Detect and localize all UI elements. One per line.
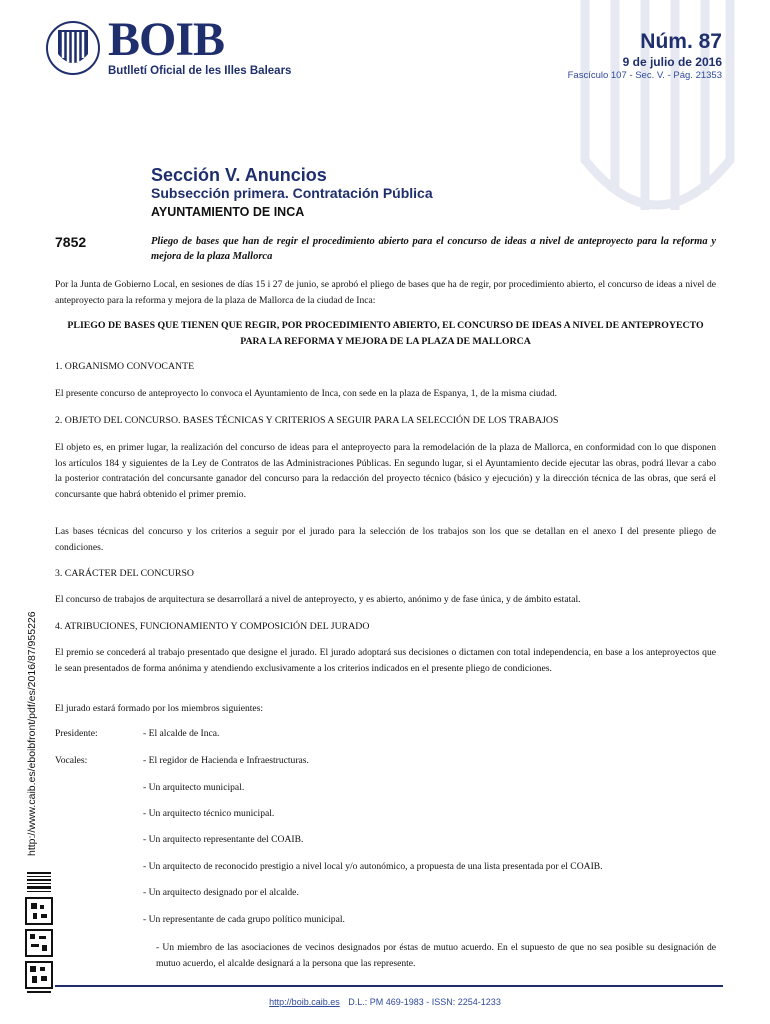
- heading-2: 2. OBJETO DEL CONCURSO. BASES TÉCNICAS Y CRITERIOS A SEGUIR PARA LA SELECCIÓN DE LOS TRABAJOS: [55, 415, 559, 426]
- footer: [0, 997, 770, 1007]
- vocal-item: - Un arquitecto representante del COAIB.: [143, 834, 304, 845]
- footer-legal-text: D.L.: PM 469-1983 - ISSN: 2254-1233: [348, 997, 501, 1007]
- vocales-label: Vocales:: [55, 755, 88, 766]
- footer-divider: [55, 985, 723, 987]
- vocal-item: - Un arquitecto municipal.: [143, 782, 245, 793]
- side-url-link[interactable]: http://www.caib.es/eboibfront/pdf/es/2016/87/955226: [26, 611, 38, 856]
- intro-paragraph: Por la Junta de Gobierno Local, en sesiones de días 15 i 27 de junio, se aprobó el pliego de bases que ha de regir, por procedimiento abierto, el concurso de ideas a nivel de anteproyecto para la reforma y mejora de la plaza de Mallorca de la ciudad de Inca:: [55, 279, 716, 306]
- president-item: - El alcalde de Inca.: [143, 728, 220, 739]
- section-title: Sección V. Anuncios: [151, 165, 327, 185]
- heading-3: 3. CARÁCTER DEL CONCURSO: [55, 568, 194, 579]
- paragraph-4a: El premio se concederá al trabajo presentado que designe el jurado. El jurado adoptará sus decisiones o dictamen con total independencia, en base a los anteproyectos que le sean presentados de forma anónima y atendiendo exclusivamente a los criterios indicados en el presente pliego de condiciones.: [55, 647, 716, 674]
- section-entity: AYUNTAMIENTO DE INCA: [151, 205, 305, 219]
- footer-link[interactable]: http://boib.caib.es: [269, 997, 340, 1007]
- president-label: Presidente:: [55, 728, 98, 739]
- logo-wordmark: BOIB: [108, 13, 225, 66]
- fascicle-info: Fascículo 107 - Sec. V. - Pág. 21353: [567, 70, 722, 81]
- vocal-item: - Un arquitecto designado por el alcalde.: [143, 887, 299, 898]
- main-heading: PLIEGO DE BASES QUE TIENEN QUE REGIR, POR PROCEDIMIENTO ABIERTO, EL CONCURSO DE IDEAS A NIVEL DE ANTEPROYECTO PARA LA REFORMA Y MEJORA DE LA PLAZA DE MALLORCA: [67, 320, 704, 347]
- issue-number: Núm. 87: [640, 30, 722, 53]
- paragraph-1: El presente concurso de anteproyecto lo convoca el Ayuntamiento de Inca, con sede en la plaza de Espanya, 1, de la misma ciudad.: [55, 388, 558, 399]
- heading-4: 4. ATRIBUCIONES, FUNCIONAMIENTO Y COMPOSICIÓN DEL JURADO: [55, 621, 370, 632]
- qr-barcode-icon: [25, 872, 53, 996]
- paragraph-2a: El objeto es, en primer lugar, la realización del concurso de ideas para el anteproyecto para la remodelación de la plaza de Mallorca, en conformidad con lo que disponen los artículos 184 y siguientes de la Ley de Contratos de las Administraciones Públicas. En segundo lugar, si el Ayuntamiento decide ejecutar las obras, podrá llevar a cabo la posterior contratación del concursante ganador del concurso para la redacción del proyecto técnico (básico y ejecución) y la dirección técnica de las obras, que será el concursante que habrá obtenido el primer premio.: [55, 442, 716, 500]
- heading-1: 1. ORGANISMO CONVOCANTE: [55, 361, 195, 372]
- paragraph-2b: Las bases técnicas del concurso y los criterios a seguir por el jurado para la selección de los trabajos son los que se detallan en el anexo I del presente pliego de condiciones.: [55, 526, 716, 553]
- announcement-title: Pliego de bases que han de regir el procedimiento abierto para el concurso de ideas a nivel de anteproyecto para la reforma y mejora de la plaza Mallorca: [151, 236, 716, 262]
- vocal-item: - Un representante de cada grupo político municipal.: [143, 914, 345, 925]
- announcement-number: 7852: [55, 234, 87, 250]
- paragraph-4b: El jurado estará formado por los miembros siguientes:: [55, 703, 264, 714]
- section-subtitle: Subsección primera. Contratación Pública: [151, 185, 433, 201]
- vocal-item-last: - Un miembro de las asociaciones de vecinos designados por éstas de mutuo acuerdo. En el supuesto de que no sea posible su designación de mutuo acuerdo, el alcalde designará a la persona que las represente.: [156, 942, 716, 969]
- issue-date: 9 de julio de 2016: [622, 55, 722, 69]
- vocal-item: - El regidor de Hacienda e Infraestructuras.: [143, 755, 309, 766]
- vocal-item: - Un arquitecto técnico municipal.: [143, 808, 275, 819]
- boib-emblem-icon: [46, 20, 100, 76]
- logo-subtitle: Butlletí Oficial de les Illes Balears: [108, 65, 292, 77]
- vocal-item: - Un arquitecto de reconocido prestigio a nivel local y/o autonómico, a propuesta de una lista presentada por el COAIB.: [143, 861, 603, 872]
- paragraph-3: El concurso de trabajos de arquitectura se desarrollará a nivel de anteproyecto, y es abierto, anónimo y de fase única, y de ámbito estatal.: [55, 594, 581, 605]
